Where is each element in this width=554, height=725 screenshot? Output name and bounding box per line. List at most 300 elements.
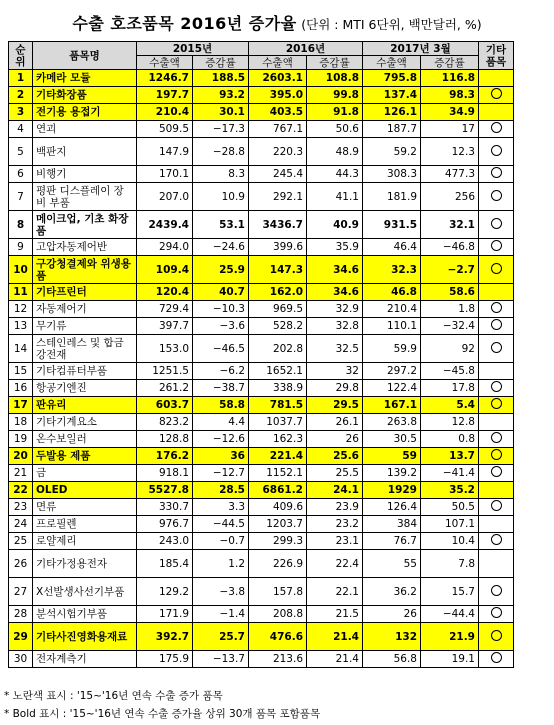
export-2015: 170.1 (137, 166, 193, 183)
item-name: 자동제어기 (33, 301, 137, 318)
export-2016: 2603.1 (249, 70, 307, 87)
circle-mark-icon (491, 240, 502, 251)
growth-2017: 15.7 (421, 578, 479, 606)
circle-mark-icon (491, 607, 502, 618)
header-2017: 2017년 3월 (363, 42, 479, 56)
header-item: 품목명 (33, 42, 137, 70)
growth-2015: −44.5 (193, 516, 249, 533)
export-2016: 338.9 (249, 380, 307, 397)
table-row (9, 104, 514, 121)
circle-mark-icon (491, 145, 502, 156)
growth-2015: 36 (193, 448, 249, 465)
export-2017: 32.3 (363, 256, 421, 284)
table-row (9, 70, 514, 87)
table-row (9, 516, 514, 533)
export-2017: 126.4 (363, 499, 421, 516)
export-2017: 126.1 (363, 104, 421, 121)
item-name: 백판지 (33, 138, 137, 166)
export-2017: 210.4 (363, 301, 421, 318)
flag-cell (479, 578, 514, 606)
circle-mark-icon (491, 449, 502, 460)
growth-2015: −24.6 (193, 239, 249, 256)
table-row (9, 166, 514, 183)
export-2017: 187.7 (363, 121, 421, 138)
item-name: 전기용 용접기 (33, 104, 137, 121)
growth-2015: −12.7 (193, 465, 249, 482)
rank-cell: 19 (9, 431, 33, 448)
growth-2017: 34.9 (421, 104, 479, 121)
growth-2016: 35.9 (307, 239, 363, 256)
growth-2015: 1.2 (193, 550, 249, 578)
rank-cell: 5 (9, 138, 33, 166)
export-2016: 3436.7 (249, 211, 307, 239)
export-2017: 308.3 (363, 166, 421, 183)
growth-2016: 32.9 (307, 301, 363, 318)
circle-mark-icon (491, 122, 502, 133)
export-2017: 76.7 (363, 533, 421, 550)
export-2015: 918.1 (137, 465, 193, 482)
export-2016: 395.0 (249, 87, 307, 104)
export-2017: 46.8 (363, 284, 421, 301)
flag-cell (479, 533, 514, 550)
export-2015: 509.5 (137, 121, 193, 138)
export-2017: 36.2 (363, 578, 421, 606)
flag-cell (479, 363, 514, 380)
export-2015: 603.7 (137, 397, 193, 414)
growth-2016: 21.5 (307, 606, 363, 623)
growth-2016: 26 (307, 431, 363, 448)
footnote-yellow: * 노란색 표시 : '15~'16년 연속 수출 증가 품목 (4, 690, 223, 702)
item-name: 온수보일러 (33, 431, 137, 448)
export-2015: 397.7 (137, 318, 193, 335)
rank-cell: 23 (9, 499, 33, 516)
growth-2017: 58.6 (421, 284, 479, 301)
table-row (9, 533, 514, 550)
rank-cell: 2 (9, 87, 33, 104)
table-row (9, 578, 514, 606)
flag-cell (479, 482, 514, 499)
growth-2016: 108.8 (307, 70, 363, 87)
circle-mark-icon (491, 302, 502, 313)
growth-2017: −41.4 (421, 465, 479, 482)
header-growth-2016: 증감률 (307, 56, 363, 70)
growth-2016: 29.8 (307, 380, 363, 397)
rank-cell: 22 (9, 482, 33, 499)
export-2016: 220.3 (249, 138, 307, 166)
growth-2016: 44.3 (307, 166, 363, 183)
export-2016: 409.6 (249, 499, 307, 516)
growth-2015: 10.9 (193, 183, 249, 211)
growth-2017: 21.9 (421, 623, 479, 651)
flag-cell (479, 239, 514, 256)
rank-cell: 11 (9, 284, 33, 301)
flag-cell (479, 516, 514, 533)
rank-cell: 10 (9, 256, 33, 284)
circle-mark-icon (491, 218, 502, 229)
item-name: 고압자동제어반 (33, 239, 137, 256)
export-2016: 1037.7 (249, 414, 307, 431)
growth-2016: 23.2 (307, 516, 363, 533)
rank-cell: 12 (9, 301, 33, 318)
export-2015: 185.4 (137, 550, 193, 578)
export-2016: 1203.7 (249, 516, 307, 533)
export-2015: 176.2 (137, 448, 193, 465)
rank-cell: 7 (9, 183, 33, 211)
export-2017: 1929 (363, 482, 421, 499)
rank-cell: 3 (9, 104, 33, 121)
table-row (9, 335, 514, 363)
rank-cell: 30 (9, 651, 33, 668)
item-name: 기타프린터 (33, 284, 137, 301)
export-2016: 528.2 (249, 318, 307, 335)
circle-mark-icon (491, 585, 502, 596)
export-2015: 1251.5 (137, 363, 193, 380)
export-2015: 392.7 (137, 623, 193, 651)
growth-2017: −44.4 (421, 606, 479, 623)
item-name: 판유리 (33, 397, 137, 414)
growth-2016: 41.1 (307, 183, 363, 211)
rank-cell: 27 (9, 578, 33, 606)
growth-2017: 17.8 (421, 380, 479, 397)
flag-cell (479, 550, 514, 578)
flag-cell (479, 380, 514, 397)
rank-cell: 15 (9, 363, 33, 380)
circle-mark-icon (491, 466, 502, 477)
export-2017: 137.4 (363, 87, 421, 104)
table-row (9, 448, 514, 465)
growth-2017: 35.2 (421, 482, 479, 499)
export-2017: 931.5 (363, 211, 421, 239)
table-row (9, 431, 514, 448)
export-2015: 330.7 (137, 499, 193, 516)
header-flag: 기타품목 (479, 42, 514, 70)
growth-2015: −46.5 (193, 335, 249, 363)
table-row (9, 183, 514, 211)
item-name: 면류 (33, 499, 137, 516)
item-name: 기타화장품 (33, 87, 137, 104)
item-name: 평판 디스플레이 장비 부품 (33, 183, 137, 211)
growth-2016: 23.1 (307, 533, 363, 550)
growth-2017: 107.1 (421, 516, 479, 533)
export-2015: 210.4 (137, 104, 193, 121)
circle-mark-icon (491, 432, 502, 443)
growth-2015: −13.7 (193, 651, 249, 668)
item-name: 전자계측기 (33, 651, 137, 668)
growth-2016: 29.5 (307, 397, 363, 414)
rank-cell: 13 (9, 318, 33, 335)
growth-2015: 93.2 (193, 87, 249, 104)
growth-2017: 98.3 (421, 87, 479, 104)
rank-cell: 14 (9, 335, 33, 363)
export-2015: 128.8 (137, 431, 193, 448)
flag-cell (479, 183, 514, 211)
export-2015: 153.0 (137, 335, 193, 363)
export-2017: 59.2 (363, 138, 421, 166)
export-2016: 213.6 (249, 651, 307, 668)
footnote-bold: * Bold 표시 : '15~'16년 연속 수출 증가율 상위 30개 품목 포함품목 (4, 708, 321, 720)
circle-mark-icon (491, 381, 502, 392)
item-name: 스테인레스 및 합금강전재 (33, 335, 137, 363)
header-rank: 순위 (9, 42, 33, 70)
export-2015: 2439.4 (137, 211, 193, 239)
growth-2015: 188.5 (193, 70, 249, 87)
export-2017: 30.5 (363, 431, 421, 448)
table-row (9, 606, 514, 623)
growth-2017: −45.8 (421, 363, 479, 380)
header-2016: 2016년 (249, 42, 363, 56)
growth-2015: −6.2 (193, 363, 249, 380)
flag-cell (479, 397, 514, 414)
rank-cell: 6 (9, 166, 33, 183)
flag-cell (479, 70, 514, 87)
table-row (9, 397, 514, 414)
circle-mark-icon (491, 342, 502, 353)
growth-2017: 116.8 (421, 70, 479, 87)
growth-2017: −2.7 (421, 256, 479, 284)
export-2017: 263.8 (363, 414, 421, 431)
flag-cell (479, 166, 514, 183)
circle-mark-icon (491, 630, 502, 641)
rank-cell: 8 (9, 211, 33, 239)
growth-2016: 32.8 (307, 318, 363, 335)
growth-2017: 17 (421, 121, 479, 138)
growth-2016: 40.9 (307, 211, 363, 239)
table-row (9, 121, 514, 138)
flag-cell (479, 87, 514, 104)
item-name: OLED (33, 482, 137, 499)
growth-2015: 25.7 (193, 623, 249, 651)
table-row (9, 318, 514, 335)
item-name: 기타사진영화용재료 (33, 623, 137, 651)
growth-2016: 34.6 (307, 256, 363, 284)
growth-2015: 53.1 (193, 211, 249, 239)
rank-cell: 9 (9, 239, 33, 256)
circle-mark-icon (491, 319, 502, 330)
growth-2016: 91.8 (307, 104, 363, 121)
growth-2017: 477.3 (421, 166, 479, 183)
page-title (0, 11, 554, 34)
rank-cell: 17 (9, 397, 33, 414)
growth-2015: −1.4 (193, 606, 249, 623)
table-row (9, 301, 514, 318)
rank-cell: 16 (9, 380, 33, 397)
export-2016: 292.1 (249, 183, 307, 211)
title-unit: (단위 : MTI 6단위, 백만달러, %) (301, 17, 482, 32)
growth-2016: 23.9 (307, 499, 363, 516)
flag-cell (479, 335, 514, 363)
growth-2017: 50.5 (421, 499, 479, 516)
footnotes (4, 687, 320, 723)
growth-2015: −12.6 (193, 431, 249, 448)
item-name: 두발용 제품 (33, 448, 137, 465)
export-2017: 46.4 (363, 239, 421, 256)
item-name: X선발생사선기부품 (33, 578, 137, 606)
rank-cell: 4 (9, 121, 33, 138)
table-row (9, 550, 514, 578)
circle-mark-icon (491, 398, 502, 409)
growth-2017: 7.8 (421, 550, 479, 578)
growth-2016: 22.4 (307, 550, 363, 578)
export-2017: 384 (363, 516, 421, 533)
growth-2017: 1.8 (421, 301, 479, 318)
export-2015: 294.0 (137, 239, 193, 256)
growth-2015: 30.1 (193, 104, 249, 121)
table-row (9, 465, 514, 482)
growth-2015: 28.5 (193, 482, 249, 499)
export-2016: 221.4 (249, 448, 307, 465)
export-2016: 767.1 (249, 121, 307, 138)
export-2016: 969.5 (249, 301, 307, 318)
item-name: 기타가정용전자 (33, 550, 137, 578)
item-name: 기타기계요소 (33, 414, 137, 431)
growth-2016: 32 (307, 363, 363, 380)
export-2017: 139.2 (363, 465, 421, 482)
export-2017: 59.9 (363, 335, 421, 363)
export-2016: 6861.2 (249, 482, 307, 499)
header-growth-2015: 증감률 (193, 56, 249, 70)
growth-2016: 99.8 (307, 87, 363, 104)
circle-mark-icon (491, 167, 502, 178)
rank-cell: 1 (9, 70, 33, 87)
flag-cell (479, 104, 514, 121)
rank-cell: 26 (9, 550, 33, 578)
export-2016: 1152.1 (249, 465, 307, 482)
growth-2015: −3.6 (193, 318, 249, 335)
growth-2016: 32.5 (307, 335, 363, 363)
circle-mark-icon (491, 652, 502, 663)
growth-2016: 24.1 (307, 482, 363, 499)
table-row (9, 87, 514, 104)
circle-mark-icon (491, 88, 502, 99)
export-2015: 197.7 (137, 87, 193, 104)
export-2017: 181.9 (363, 183, 421, 211)
growth-2017: 5.4 (421, 397, 479, 414)
growth-2015: 25.9 (193, 256, 249, 284)
table-row (9, 256, 514, 284)
export-2016: 202.8 (249, 335, 307, 363)
item-name: 연괴 (33, 121, 137, 138)
table-row (9, 414, 514, 431)
flag-cell (479, 284, 514, 301)
export-2017: 297.2 (363, 363, 421, 380)
export-2016: 299.3 (249, 533, 307, 550)
item-name: 항공기엔진 (33, 380, 137, 397)
header-export-2015: 수출액 (137, 56, 193, 70)
table-row (9, 380, 514, 397)
table-row (9, 363, 514, 380)
item-name: 기타컴퓨터부품 (33, 363, 137, 380)
growth-2017: 0.8 (421, 431, 479, 448)
flag-cell (479, 623, 514, 651)
growth-2015: 8.3 (193, 166, 249, 183)
export-2016: 1652.1 (249, 363, 307, 380)
growth-2017: 12.8 (421, 414, 479, 431)
circle-mark-icon (491, 263, 502, 274)
item-name: 카메라 모듈 (33, 70, 137, 87)
growth-2015: −38.7 (193, 380, 249, 397)
growth-2015: 4.4 (193, 414, 249, 431)
growth-2017: −46.8 (421, 239, 479, 256)
item-name: 분석시험기부품 (33, 606, 137, 623)
item-name: 로얄제리 (33, 533, 137, 550)
item-name: 구강청결제와 위생용품 (33, 256, 137, 284)
growth-2015: −10.3 (193, 301, 249, 318)
growth-2017: 32.1 (421, 211, 479, 239)
export-2017: 56.8 (363, 651, 421, 668)
flag-cell (479, 448, 514, 465)
export-table (8, 41, 514, 668)
rank-cell: 25 (9, 533, 33, 550)
header-growth-2017: 증감률 (421, 56, 479, 70)
export-2016: 208.8 (249, 606, 307, 623)
rank-cell: 21 (9, 465, 33, 482)
growth-2015: −28.8 (193, 138, 249, 166)
table-row (9, 499, 514, 516)
export-2015: 823.2 (137, 414, 193, 431)
export-2015: 207.0 (137, 183, 193, 211)
growth-2017: 13.7 (421, 448, 479, 465)
item-name: 프로필렌 (33, 516, 137, 533)
export-2015: 243.0 (137, 533, 193, 550)
export-2015: 976.7 (137, 516, 193, 533)
export-2016: 226.9 (249, 550, 307, 578)
export-2016: 157.8 (249, 578, 307, 606)
growth-2016: 22.1 (307, 578, 363, 606)
flag-cell (479, 121, 514, 138)
export-2017: 132 (363, 623, 421, 651)
growth-2017: 19.1 (421, 651, 479, 668)
export-2015: 109.4 (137, 256, 193, 284)
export-2016: 245.4 (249, 166, 307, 183)
export-2017: 110.1 (363, 318, 421, 335)
flag-cell (479, 414, 514, 431)
growth-2017: 92 (421, 335, 479, 363)
flag-cell (479, 301, 514, 318)
rank-cell: 24 (9, 516, 33, 533)
export-2017: 59 (363, 448, 421, 465)
growth-2015: 40.7 (193, 284, 249, 301)
flag-cell (479, 318, 514, 335)
header-export-2016: 수출액 (249, 56, 307, 70)
table-row (9, 482, 514, 499)
export-2016: 476.6 (249, 623, 307, 651)
header-2015: 2015년 (137, 42, 249, 56)
export-2016: 147.3 (249, 256, 307, 284)
flag-cell (479, 606, 514, 623)
growth-2017: 12.3 (421, 138, 479, 166)
growth-2017: −32.4 (421, 318, 479, 335)
rank-cell: 18 (9, 414, 33, 431)
export-2015: 147.9 (137, 138, 193, 166)
growth-2016: 25.5 (307, 465, 363, 482)
item-name: 금 (33, 465, 137, 482)
item-name: 무기류 (33, 318, 137, 335)
table-row (9, 623, 514, 651)
flag-cell (479, 651, 514, 668)
export-2015: 729.4 (137, 301, 193, 318)
export-2015: 171.9 (137, 606, 193, 623)
growth-2015: −17.3 (193, 121, 249, 138)
flag-cell (479, 138, 514, 166)
export-2017: 167.1 (363, 397, 421, 414)
flag-cell (479, 431, 514, 448)
table-row (9, 211, 514, 239)
export-2015: 1246.7 (137, 70, 193, 87)
growth-2016: 34.6 (307, 284, 363, 301)
growth-2016: 48.9 (307, 138, 363, 166)
circle-mark-icon (491, 534, 502, 545)
export-2015: 175.9 (137, 651, 193, 668)
